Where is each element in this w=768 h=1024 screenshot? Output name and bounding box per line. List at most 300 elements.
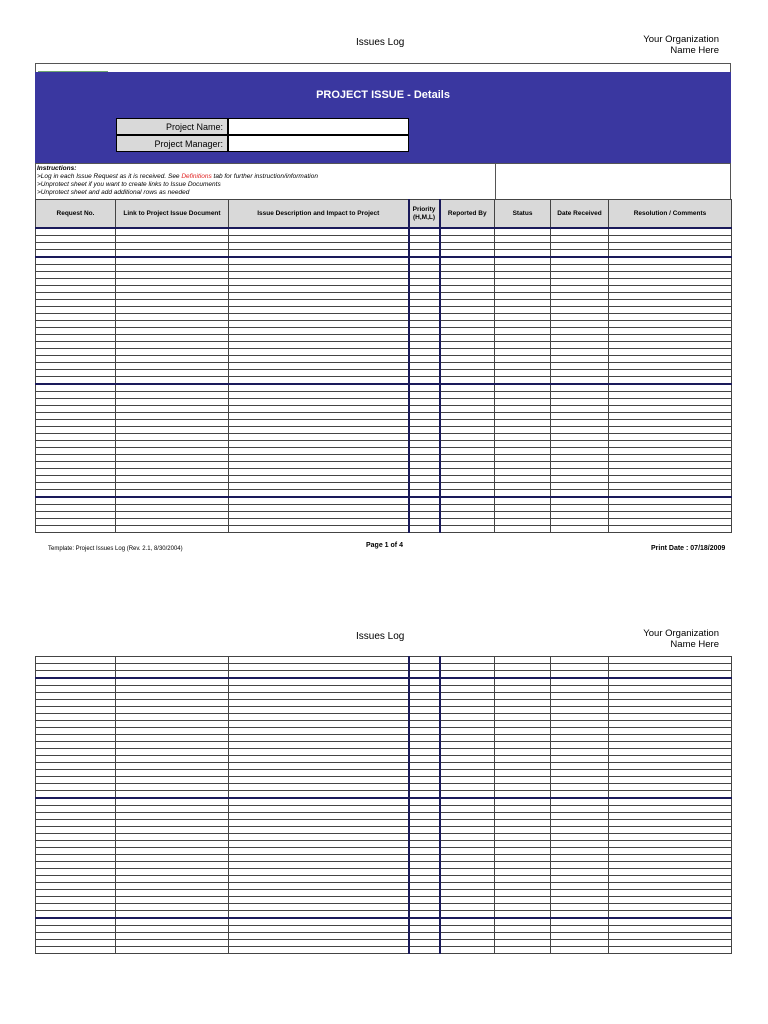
table-cell[interactable]	[609, 657, 732, 664]
table-cell[interactable]	[36, 448, 116, 455]
table-cell[interactable]	[551, 714, 609, 721]
table-cell[interactable]	[440, 526, 495, 533]
table-cell[interactable]	[409, 784, 440, 791]
table-cell[interactable]	[495, 392, 551, 399]
table-cell[interactable]	[36, 791, 116, 799]
table-cell[interactable]	[440, 742, 495, 749]
table-cell[interactable]	[495, 497, 551, 505]
table-cell[interactable]	[409, 441, 440, 448]
table-cell[interactable]	[229, 742, 409, 749]
table-cell[interactable]	[495, 798, 551, 806]
table-cell[interactable]	[116, 869, 229, 876]
table-cell[interactable]	[409, 342, 440, 349]
table-cell[interactable]	[495, 519, 551, 526]
table-cell[interactable]	[495, 462, 551, 469]
table-cell[interactable]	[36, 926, 116, 933]
table-cell[interactable]	[495, 911, 551, 919]
table-cell[interactable]	[229, 462, 409, 469]
table-cell[interactable]	[36, 798, 116, 806]
table-cell[interactable]	[116, 791, 229, 799]
table-cell[interactable]	[116, 448, 229, 455]
table-cell[interactable]	[409, 434, 440, 441]
table-cell[interactable]	[495, 933, 551, 940]
table-cell[interactable]	[609, 671, 732, 679]
table-cell[interactable]	[551, 363, 609, 370]
table-cell[interactable]	[229, 420, 409, 427]
table-cell[interactable]	[116, 827, 229, 834]
table-cell[interactable]	[609, 342, 732, 349]
table-cell[interactable]	[116, 392, 229, 399]
table-cell[interactable]	[609, 848, 732, 855]
table-cell[interactable]	[36, 911, 116, 919]
table-cell[interactable]	[409, 307, 440, 314]
table-cell[interactable]	[551, 483, 609, 490]
table-cell[interactable]	[229, 947, 409, 954]
table-cell[interactable]	[495, 883, 551, 890]
table-cell[interactable]	[440, 883, 495, 890]
table-cell[interactable]	[229, 469, 409, 476]
table-cell[interactable]	[116, 321, 229, 328]
table-cell[interactable]	[495, 918, 551, 926]
table-cell[interactable]	[36, 678, 116, 686]
table-cell[interactable]	[229, 664, 409, 671]
table-cell[interactable]	[229, 686, 409, 693]
table-cell[interactable]	[229, 250, 409, 258]
table-cell[interactable]	[440, 335, 495, 342]
table-cell[interactable]	[409, 820, 440, 827]
table-cell[interactable]	[609, 947, 732, 954]
table-cell[interactable]	[495, 862, 551, 869]
table-cell[interactable]	[116, 399, 229, 406]
table-cell[interactable]	[440, 678, 495, 686]
table-cell[interactable]	[495, 834, 551, 841]
table-cell[interactable]	[229, 413, 409, 420]
table-cell[interactable]	[36, 349, 116, 356]
table-cell[interactable]	[495, 897, 551, 904]
table-cell[interactable]	[409, 476, 440, 483]
table-cell[interactable]	[495, 300, 551, 307]
table-cell[interactable]	[36, 505, 116, 512]
table-cell[interactable]	[440, 911, 495, 919]
table-cell[interactable]	[36, 897, 116, 904]
table-cell[interactable]	[551, 476, 609, 483]
table-cell[interactable]	[116, 342, 229, 349]
table-cell[interactable]	[551, 678, 609, 686]
table-cell[interactable]	[440, 257, 495, 265]
table-cell[interactable]	[36, 742, 116, 749]
table-cell[interactable]	[36, 693, 116, 700]
table-cell[interactable]	[551, 427, 609, 434]
project-manager-field[interactable]	[228, 135, 409, 152]
table-cell[interactable]	[409, 918, 440, 926]
table-cell[interactable]	[440, 897, 495, 904]
table-cell[interactable]	[495, 257, 551, 265]
table-cell[interactable]	[229, 335, 409, 342]
table-cell[interactable]	[229, 798, 409, 806]
table-cell[interactable]	[495, 448, 551, 455]
table-cell[interactable]	[609, 883, 732, 890]
table-cell[interactable]	[440, 798, 495, 806]
table-cell[interactable]	[495, 855, 551, 862]
table-cell[interactable]	[440, 512, 495, 519]
table-cell[interactable]	[229, 307, 409, 314]
table-cell[interactable]	[609, 512, 732, 519]
table-cell[interactable]	[495, 413, 551, 420]
table-cell[interactable]	[551, 300, 609, 307]
table-cell[interactable]	[440, 469, 495, 476]
table-cell[interactable]	[495, 735, 551, 742]
table-cell[interactable]	[551, 876, 609, 883]
table-cell[interactable]	[116, 813, 229, 820]
table-cell[interactable]	[116, 862, 229, 869]
table-cell[interactable]	[440, 707, 495, 714]
table-cell[interactable]	[409, 228, 440, 236]
table-cell[interactable]	[116, 314, 229, 321]
table-cell[interactable]	[440, 342, 495, 349]
table-cell[interactable]	[440, 827, 495, 834]
table-cell[interactable]	[609, 384, 732, 392]
table-cell[interactable]	[116, 455, 229, 462]
table-cell[interactable]	[229, 505, 409, 512]
table-cell[interactable]	[551, 721, 609, 728]
table-cell[interactable]	[495, 742, 551, 749]
table-cell[interactable]	[495, 342, 551, 349]
table-cell[interactable]	[609, 377, 732, 385]
table-cell[interactable]	[409, 721, 440, 728]
table-cell[interactable]	[440, 770, 495, 777]
table-cell[interactable]	[229, 855, 409, 862]
table-cell[interactable]	[229, 370, 409, 377]
table-cell[interactable]	[551, 462, 609, 469]
table-cell[interactable]	[551, 321, 609, 328]
table-cell[interactable]	[495, 721, 551, 728]
table-cell[interactable]	[116, 236, 229, 243]
table-cell[interactable]	[609, 505, 732, 512]
table-cell[interactable]	[409, 897, 440, 904]
table-cell[interactable]	[551, 749, 609, 756]
table-cell[interactable]	[409, 300, 440, 307]
table-cell[interactable]	[36, 257, 116, 265]
table-cell[interactable]	[551, 356, 609, 363]
table-cell[interactable]	[551, 342, 609, 349]
table-cell[interactable]	[409, 328, 440, 335]
table-cell[interactable]	[36, 714, 116, 721]
table-cell[interactable]	[229, 434, 409, 441]
table-cell[interactable]	[440, 328, 495, 335]
table-cell[interactable]	[229, 714, 409, 721]
table-cell[interactable]	[229, 876, 409, 883]
table-cell[interactable]	[229, 897, 409, 904]
table-cell[interactable]	[551, 335, 609, 342]
table-cell[interactable]	[409, 406, 440, 413]
table-cell[interactable]	[116, 505, 229, 512]
table-cell[interactable]	[495, 707, 551, 714]
table-cell[interactable]	[551, 770, 609, 777]
table-cell[interactable]	[609, 420, 732, 427]
table-cell[interactable]	[551, 735, 609, 742]
table-cell[interactable]	[116, 286, 229, 293]
table-cell[interactable]	[495, 250, 551, 258]
table-cell[interactable]	[116, 940, 229, 947]
table-cell[interactable]	[609, 890, 732, 897]
table-cell[interactable]	[495, 777, 551, 784]
table-cell[interactable]	[551, 855, 609, 862]
table-cell[interactable]	[229, 813, 409, 820]
table-cell[interactable]	[551, 848, 609, 855]
table-cell[interactable]	[551, 236, 609, 243]
table-cell[interactable]	[440, 806, 495, 813]
table-cell[interactable]	[551, 314, 609, 321]
table-cell[interactable]	[36, 918, 116, 926]
table-cell[interactable]	[116, 728, 229, 735]
table-cell[interactable]	[409, 671, 440, 679]
table-cell[interactable]	[495, 469, 551, 476]
table-cell[interactable]	[116, 300, 229, 307]
table-cell[interactable]	[440, 399, 495, 406]
table-cell[interactable]	[36, 469, 116, 476]
table-cell[interactable]	[551, 806, 609, 813]
table-cell[interactable]	[116, 363, 229, 370]
table-cell[interactable]	[229, 272, 409, 279]
table-cell[interactable]	[495, 841, 551, 848]
table-cell[interactable]	[609, 763, 732, 770]
table-cell[interactable]	[409, 413, 440, 420]
table-cell[interactable]	[495, 228, 551, 236]
table-cell[interactable]	[440, 370, 495, 377]
table-cell[interactable]	[495, 806, 551, 813]
table-cell[interactable]	[495, 286, 551, 293]
table-cell[interactable]	[229, 904, 409, 911]
table-cell[interactable]	[495, 700, 551, 707]
table-cell[interactable]	[409, 664, 440, 671]
table-cell[interactable]	[551, 813, 609, 820]
table-cell[interactable]	[36, 300, 116, 307]
table-cell[interactable]	[551, 328, 609, 335]
table-cell[interactable]	[36, 228, 116, 236]
table-cell[interactable]	[409, 392, 440, 399]
table-cell[interactable]	[551, 441, 609, 448]
table-cell[interactable]	[495, 749, 551, 756]
table-cell[interactable]	[409, 265, 440, 272]
table-cell[interactable]	[229, 834, 409, 841]
table-cell[interactable]	[229, 519, 409, 526]
table-cell[interactable]	[409, 940, 440, 947]
table-cell[interactable]	[36, 686, 116, 693]
table-cell[interactable]	[440, 286, 495, 293]
table-cell[interactable]	[440, 441, 495, 448]
table-cell[interactable]	[409, 827, 440, 834]
table-cell[interactable]	[551, 918, 609, 926]
table-cell[interactable]	[229, 243, 409, 250]
table-cell[interactable]	[495, 272, 551, 279]
table-cell[interactable]	[495, 869, 551, 876]
table-cell[interactable]	[495, 370, 551, 377]
table-cell[interactable]	[409, 427, 440, 434]
table-cell[interactable]	[440, 918, 495, 926]
table-cell[interactable]	[551, 392, 609, 399]
table-cell[interactable]	[551, 784, 609, 791]
table-cell[interactable]	[440, 321, 495, 328]
table-cell[interactable]	[495, 848, 551, 855]
table-cell[interactable]	[495, 490, 551, 498]
table-cell[interactable]	[36, 328, 116, 335]
table-cell[interactable]	[551, 862, 609, 869]
table-cell[interactable]	[229, 926, 409, 933]
table-cell[interactable]	[229, 321, 409, 328]
table-cell[interactable]	[229, 841, 409, 848]
table-cell[interactable]	[116, 855, 229, 862]
table-cell[interactable]	[229, 657, 409, 664]
table-cell[interactable]	[229, 377, 409, 385]
table-cell[interactable]	[409, 356, 440, 363]
table-cell[interactable]	[36, 236, 116, 243]
table-cell[interactable]	[551, 834, 609, 841]
table-cell[interactable]	[116, 293, 229, 300]
table-cell[interactable]	[440, 462, 495, 469]
table-cell[interactable]	[116, 693, 229, 700]
table-cell[interactable]	[409, 657, 440, 664]
table-cell[interactable]	[36, 335, 116, 342]
table-cell[interactable]	[409, 483, 440, 490]
table-cell[interactable]	[551, 926, 609, 933]
table-cell[interactable]	[609, 777, 732, 784]
table-cell[interactable]	[229, 427, 409, 434]
table-cell[interactable]	[229, 399, 409, 406]
table-cell[interactable]	[116, 657, 229, 664]
table-cell[interactable]	[116, 926, 229, 933]
table-cell[interactable]	[229, 448, 409, 455]
table-cell[interactable]	[229, 869, 409, 876]
table-cell[interactable]	[36, 904, 116, 911]
table-cell[interactable]	[495, 243, 551, 250]
table-cell[interactable]	[116, 947, 229, 954]
table-cell[interactable]	[551, 940, 609, 947]
table-cell[interactable]	[609, 820, 732, 827]
table-cell[interactable]	[116, 476, 229, 483]
table-cell[interactable]	[440, 671, 495, 679]
table-cell[interactable]	[495, 406, 551, 413]
table-cell[interactable]	[609, 314, 732, 321]
table-cell[interactable]	[551, 890, 609, 897]
table-cell[interactable]	[116, 678, 229, 686]
table-cell[interactable]	[36, 384, 116, 392]
table-cell[interactable]	[229, 707, 409, 714]
table-cell[interactable]	[36, 777, 116, 784]
table-cell[interactable]	[551, 370, 609, 377]
table-cell[interactable]	[36, 526, 116, 533]
table-cell[interactable]	[116, 714, 229, 721]
table-cell[interactable]	[551, 406, 609, 413]
table-cell[interactable]	[116, 243, 229, 250]
table-cell[interactable]	[229, 406, 409, 413]
table-cell[interactable]	[495, 441, 551, 448]
table-cell[interactable]	[495, 236, 551, 243]
table-cell[interactable]	[551, 265, 609, 272]
table-cell[interactable]	[495, 791, 551, 799]
table-cell[interactable]	[495, 279, 551, 286]
table-cell[interactable]	[116, 841, 229, 848]
table-cell[interactable]	[36, 279, 116, 286]
table-cell[interactable]	[609, 469, 732, 476]
table-cell[interactable]	[440, 349, 495, 356]
table-cell[interactable]	[409, 469, 440, 476]
table-cell[interactable]	[440, 243, 495, 250]
table-cell[interactable]	[495, 693, 551, 700]
table-cell[interactable]	[440, 700, 495, 707]
table-cell[interactable]	[495, 714, 551, 721]
table-cell[interactable]	[116, 686, 229, 693]
table-cell[interactable]	[440, 686, 495, 693]
table-cell[interactable]	[36, 462, 116, 469]
table-cell[interactable]	[116, 490, 229, 498]
table-cell[interactable]	[409, 455, 440, 462]
table-cell[interactable]	[229, 286, 409, 293]
table-cell[interactable]	[36, 519, 116, 526]
table-cell[interactable]	[495, 335, 551, 342]
table-cell[interactable]	[551, 827, 609, 834]
table-cell[interactable]	[609, 250, 732, 258]
table-cell[interactable]	[440, 497, 495, 505]
table-cell[interactable]	[440, 448, 495, 455]
table-cell[interactable]	[409, 904, 440, 911]
table-cell[interactable]	[116, 469, 229, 476]
table-cell[interactable]	[409, 749, 440, 756]
table-cell[interactable]	[229, 512, 409, 519]
table-cell[interactable]	[551, 657, 609, 664]
table-cell[interactable]	[609, 349, 732, 356]
table-cell[interactable]	[229, 257, 409, 265]
table-cell[interactable]	[495, 434, 551, 441]
table-cell[interactable]	[229, 384, 409, 392]
table-cell[interactable]	[116, 441, 229, 448]
table-cell[interactable]	[409, 335, 440, 342]
table-cell[interactable]	[36, 307, 116, 314]
table-cell[interactable]	[609, 784, 732, 791]
table-cell[interactable]	[609, 714, 732, 721]
table-cell[interactable]	[229, 236, 409, 243]
table-cell[interactable]	[36, 813, 116, 820]
table-cell[interactable]	[495, 763, 551, 770]
table-cell[interactable]	[409, 876, 440, 883]
table-cell[interactable]	[116, 406, 229, 413]
table-cell[interactable]	[116, 257, 229, 265]
table-cell[interactable]	[36, 250, 116, 258]
table-cell[interactable]	[36, 342, 116, 349]
table-cell[interactable]	[36, 756, 116, 763]
table-cell[interactable]	[116, 883, 229, 890]
table-cell[interactable]	[495, 756, 551, 763]
table-cell[interactable]	[609, 728, 732, 735]
table-cell[interactable]	[440, 763, 495, 770]
table-cell[interactable]	[116, 279, 229, 286]
table-cell[interactable]	[495, 505, 551, 512]
table-cell[interactable]	[440, 413, 495, 420]
table-cell[interactable]	[116, 890, 229, 897]
table-cell[interactable]	[609, 940, 732, 947]
table-cell[interactable]	[36, 707, 116, 714]
table-cell[interactable]	[495, 293, 551, 300]
table-cell[interactable]	[229, 806, 409, 813]
table-cell[interactable]	[116, 519, 229, 526]
table-cell[interactable]	[36, 890, 116, 897]
table-cell[interactable]	[440, 862, 495, 869]
table-cell[interactable]	[551, 250, 609, 258]
table-cell[interactable]	[409, 293, 440, 300]
table-cell[interactable]	[116, 434, 229, 441]
table-cell[interactable]	[36, 293, 116, 300]
table-cell[interactable]	[229, 293, 409, 300]
table-cell[interactable]	[609, 911, 732, 919]
